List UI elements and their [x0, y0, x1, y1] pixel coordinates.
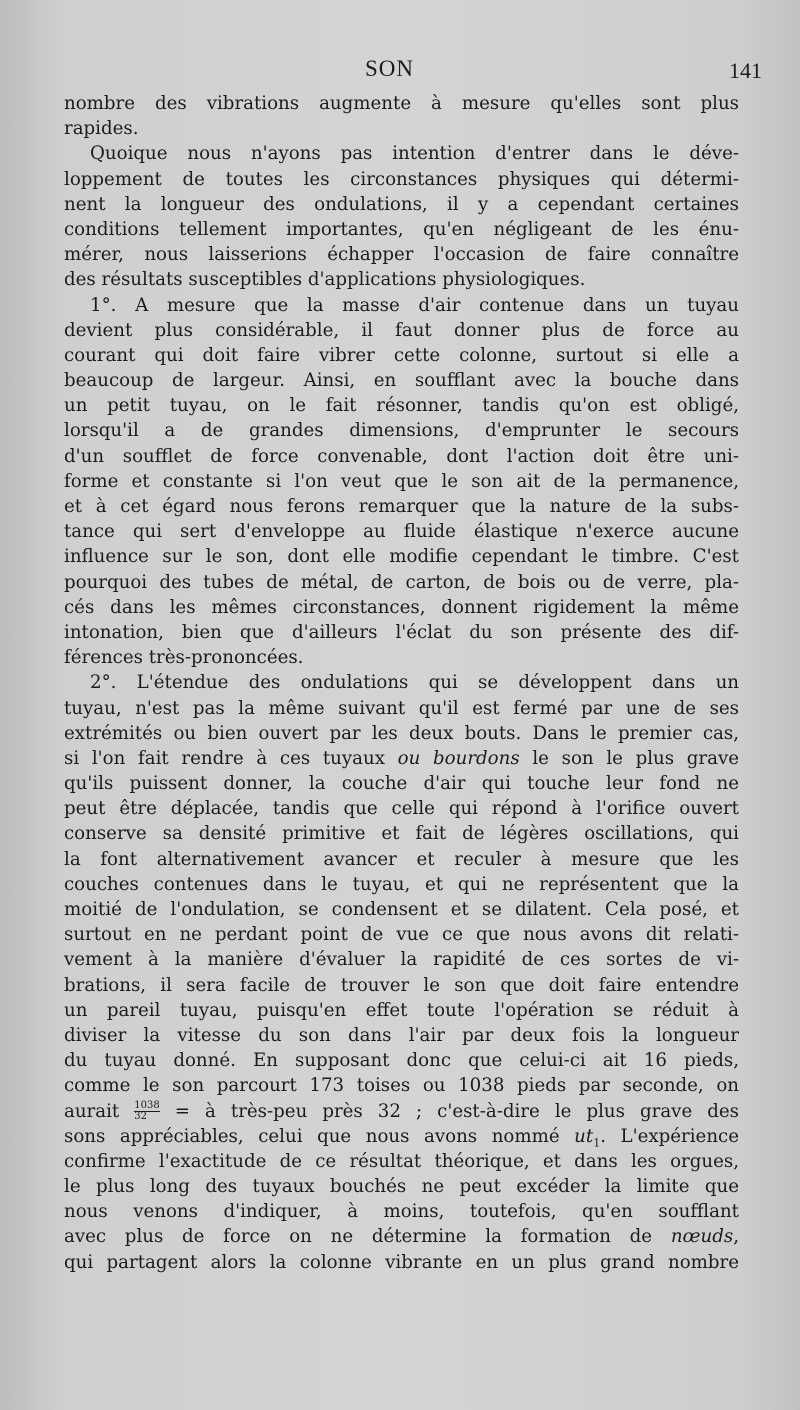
text-line: extrémités ou bien ouvert par les deux bouts. Dans le premier cas,: [64, 722, 739, 744]
text-line: couches contenues dans le tuyau, et qui ne représentent que la: [64, 873, 739, 895]
text-line: vement à la manière d'évaluer la rapidité de ces sortes de vi-: [64, 949, 739, 971]
page-number: 141: [729, 58, 762, 83]
text-run: si l'on fait rendre à ces tuyaux: [64, 747, 398, 769]
text-line: la font alternativement avancer et reculer à mesure que les: [64, 848, 739, 870]
text-line: 2°. L'étendue des ondulations qui se développent dans un: [90, 672, 739, 694]
text-run: aurait: [64, 1100, 135, 1122]
text-line: confirme l'exactitude de ce résultat théorique, et dans les orgues,: [64, 1150, 739, 1172]
text-line: moitié de l'ondulation, se condensent et se dilatent. Cela posé, et: [64, 899, 739, 920]
text-line: 1°. A mesure que la masse d'air contenue dans un tuyau: [90, 294, 739, 316]
fraction-numerator: 1038: [134, 1100, 160, 1111]
text-line: conditions tellement importantes, qu'en négligeant de les énu-: [64, 218, 739, 240]
text-line: qu'ils puissent donner, la couche d'air qui touche leur fond ne: [64, 773, 739, 795]
text-line: surtout en ne perdant point de vue ce que nous avons dit relati-: [64, 924, 739, 946]
text-line: lorsqu'il a de grandes dimensions, d'emprunter le secours: [64, 420, 739, 442]
italic-term: nœuds: [670, 1226, 734, 1248]
text-line: nous venons d'indiquer, à moins, toutefois, qu'en soufflant: [64, 1201, 739, 1223]
running-head: SON: [365, 56, 415, 81]
text-line: [64, 746, 739, 771]
text-line: diviser la vitesse du son dans l'air par deux fois la longueur: [64, 1024, 739, 1046]
text-line: comme le son parcourt 173 toises ou 1038 pieds par seconde, on: [64, 1075, 739, 1097]
text-run: ,: [733, 1226, 739, 1248]
text-line: un pareil tuyau, puisqu'en effet toute l'opération se réduit à: [64, 999, 739, 1021]
text-line: intonation, bien que d'ailleurs l'éclat du son présente des dif-: [64, 621, 739, 643]
text-line: nombre des vibrations augmente à mesure qu'elles sont plus: [64, 93, 739, 114]
text-line: cés dans les mêmes circonstances, donnent rigidement la même: [64, 596, 739, 618]
text-run: sons appréciables, celui que nous avons nommé: [64, 1125, 575, 1147]
body-text: [64, 91, 739, 1275]
text-line: d'un soufflet de force convenable, dont l'action doit être uni-: [64, 445, 739, 467]
text-run: = à très-peu près 32 ; c'est-à-dire le plus grave des: [159, 1100, 739, 1122]
text-line: mérer, nous laisserions échapper l'occasion de faire connaître: [64, 244, 739, 266]
text-line: loppement de toutes les circonstances physiques qui détermi-: [64, 168, 739, 190]
text-line: brations, il sera facile de trouver le son que doit faire entendre: [64, 974, 739, 996]
text-run: le son le plus grave: [519, 747, 739, 769]
text-line: du tuyau donné. En supposant donc que celui-ci ait 16 pieds,: [64, 1050, 739, 1072]
text-line: pourquoi des tubes de métal, de carton, de bois ou de verre, pla-: [64, 571, 739, 593]
text-line: tuyau, n'est pas la même suivant qu'il est fermé par une de ses: [64, 697, 739, 719]
text-line: courant qui doit faire vibrer cette colonne, surtout si elle a: [64, 344, 739, 366]
text-line: le plus long des tuyaux bouchés ne peut excéder la limite que: [64, 1176, 739, 1198]
fraction: [134, 1101, 159, 1122]
text-line: un petit tuyau, on le fait résonner, tandis qu'on est obligé,: [64, 395, 739, 417]
text-line: des résultats susceptibles d'applications physiologiques.: [64, 269, 586, 291]
text-line: conserve sa densité primitive et fait de légères oscillations, qui: [64, 823, 739, 845]
text-line: [64, 1224, 739, 1249]
italic-term: ou bourdons: [397, 747, 520, 769]
text-line: devient plus considérable, il faut donner plus de force au: [64, 319, 739, 341]
text-line: rapides.: [64, 118, 139, 140]
italic-term: ut: [574, 1125, 594, 1147]
text-line: Quoique nous n'ayons pas intention d'entrer dans le déve-: [90, 143, 739, 165]
text-line: qui partagent alors la colonne vibrante en un plus grand nombre: [64, 1251, 739, 1273]
text-line: beaucoup de largeur. Ainsi, en soufflant avec la bouche dans: [64, 370, 739, 392]
text-line: [64, 1124, 739, 1149]
text-line: [64, 1099, 739, 1124]
text-line: tance qui sert d'enveloppe au fluide élastique n'exerce aucune: [64, 521, 739, 543]
text-line: et à cet égard nous ferons remarquer que la nature de la subs-: [64, 496, 739, 517]
text-line: férences très-prononcées.: [64, 647, 304, 669]
text-run: avec plus de force on ne détermine la formation de: [64, 1226, 671, 1248]
text-line: peut être déplacée, tandis que celle qui répond à l'orifice ouvert: [64, 798, 739, 820]
subscript: 1: [593, 1136, 601, 1149]
fraction-denominator: 32: [134, 1111, 147, 1122]
text-line: nent la longueur des ondulations, il y a cependant certaines: [64, 193, 739, 215]
text-line: forme et constante si l'on veut que le son ait de la permanence,: [64, 470, 739, 492]
text-run: . L'expérience: [600, 1125, 739, 1147]
page-header: [0, 56, 800, 86]
text-line: influence sur le son, dont elle modifie cependant le timbre. C'est: [64, 546, 739, 568]
